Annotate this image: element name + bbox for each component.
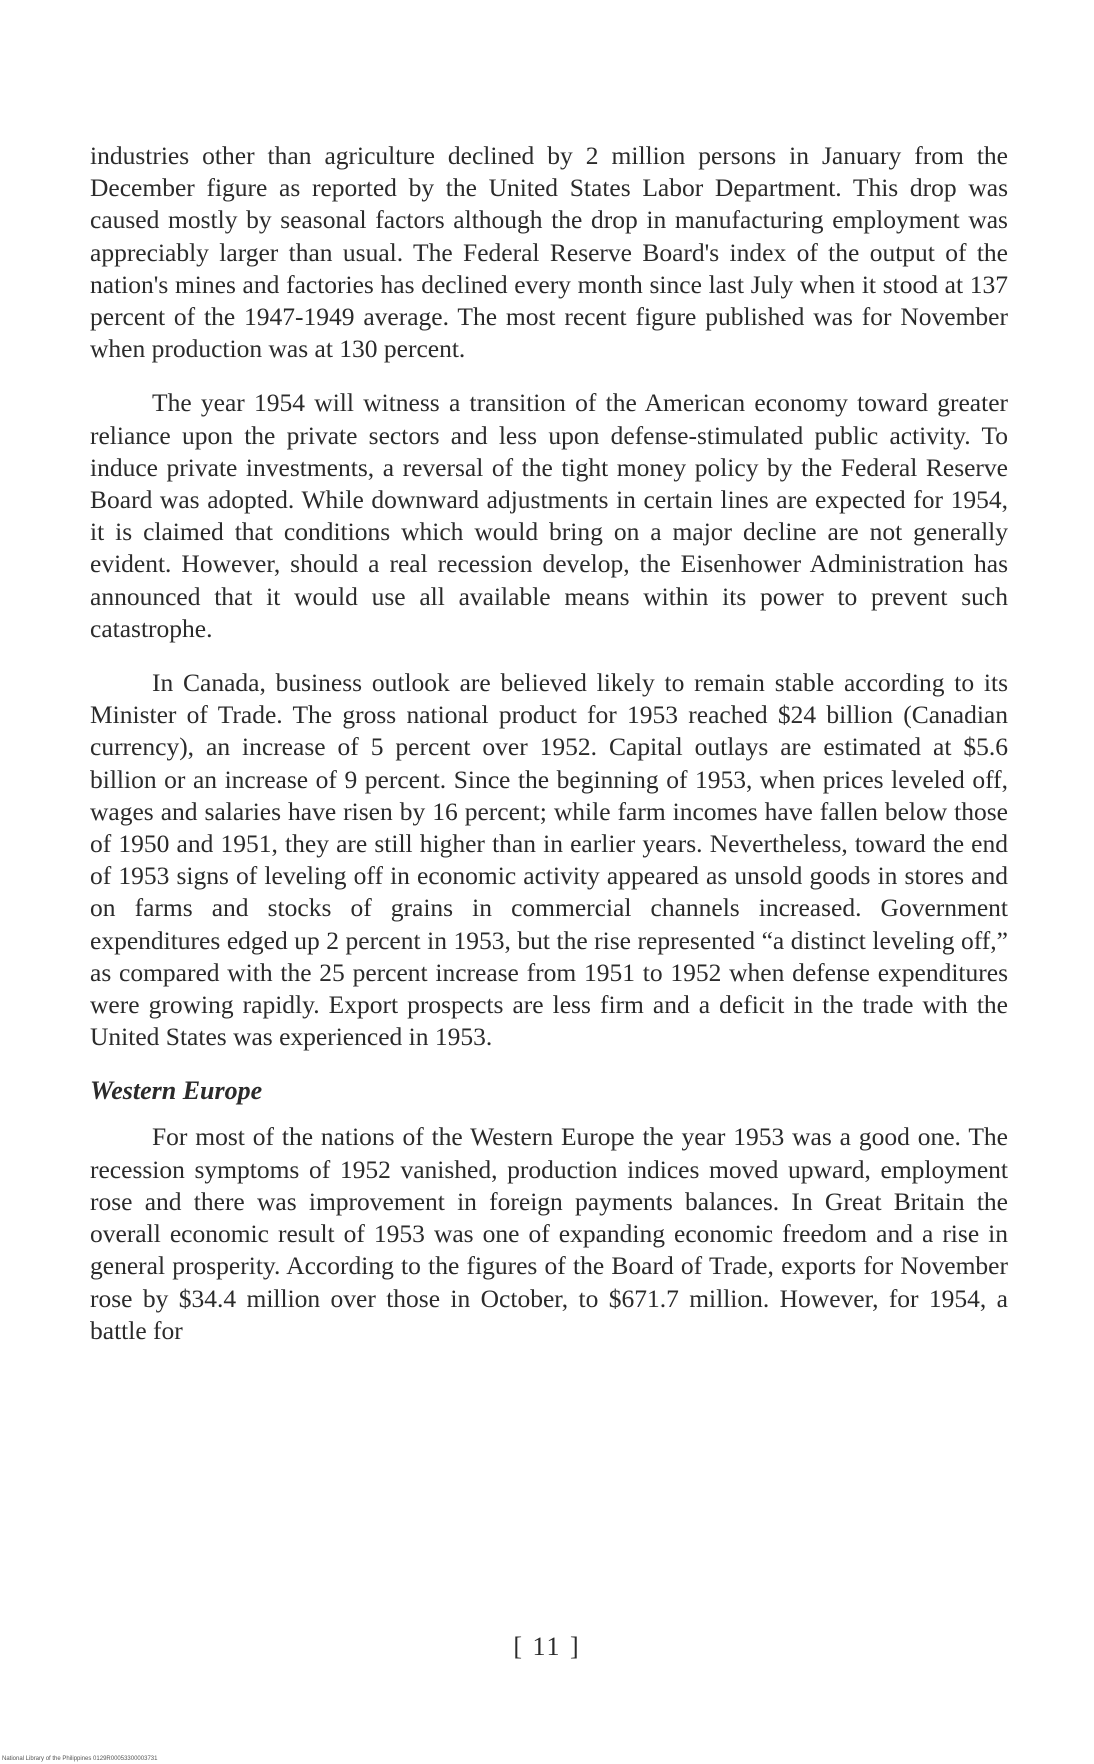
page-body	[90, 140, 1008, 1369]
section-heading-western-europe: Western Europe	[90, 1076, 263, 1106]
page-number: [ 11 ]	[513, 1632, 581, 1661]
paragraph-western-europe: For most of the nations of the Western Europe the year 1953 was a good one. The recession symptoms of 1952 vanished, production indices moved upward, employment rose and there was improvement in foreign payments balances. In Great Britain the overall economic result of 1953 was one of expanding economic freedom and a rise in general prosperity. According to the figures of the Board of Trade, exports for November rose by $34.4 million over those in October, to $671.7 million. However, for 1954, a battle for	[90, 1122, 1008, 1345]
paragraph-canada: In Canada, business outlook are believed likely to remain stable according to its Minister of Trade. The gross national product for 1953 reached $24 billion (Canadian currency), an increase of 5 percent over 1952. Capital outlays are estimated at $5.6 billion or an increase of 9 percent. Since the beginning of 1953, when prices leveled off, wages and salaries have risen by 16 percent; while farm incomes have fallen below those of 1950 and 1951, they are still higher than in earlier years. Nevertheless, toward the end of 1953 signs of leveling off in economic activity appeared as unsold goods in stores and on farms and stocks of grains in commercial channels increased. Government expenditures edged up 2 percent in 1953, but the rise represented “a distinct leveling off,” as compared with the 25 percent increase from 1951 to 1952 when defense expenditures were growing rapidly. Export prospects are less firm and a deficit in the trade with the United States was experienced in 1953.	[90, 668, 1008, 1052]
paragraph-continued: industries other than agriculture declined by 2 million persons in January from the December figure as reported by the United States Labor Department. This drop was caused mostly by seasonal factors although the drop in manufacturing employment was appreciably larger than usual. The Federal Reserve Board's index of the output of the nation's mines and factories has declined every month since last July when it stood at 137 percent of the 1947-1949 average. The most recent figure published was for November when production was at 130 percent.	[90, 141, 1008, 364]
footer-source-text: National Library of the Philippines 0129R00053300003731	[2, 1756, 158, 1762]
paragraph-american-economy: The year 1954 will witness a transition of the American economy toward greater reliance upon the private sectors and less upon defense-stimulated public activity. To induce private investments, a reversal of the tight money policy by the Federal Reserve Board was adopted. While downward adjustments in certain lines are expected for 1954, it is claimed that conditions which would bring on a major decline are not generally evident. However, should a real recession develop, the Eisenhower Administration has announced that it would use all available means within its power to prevent such catastrophe.	[90, 388, 1008, 643]
